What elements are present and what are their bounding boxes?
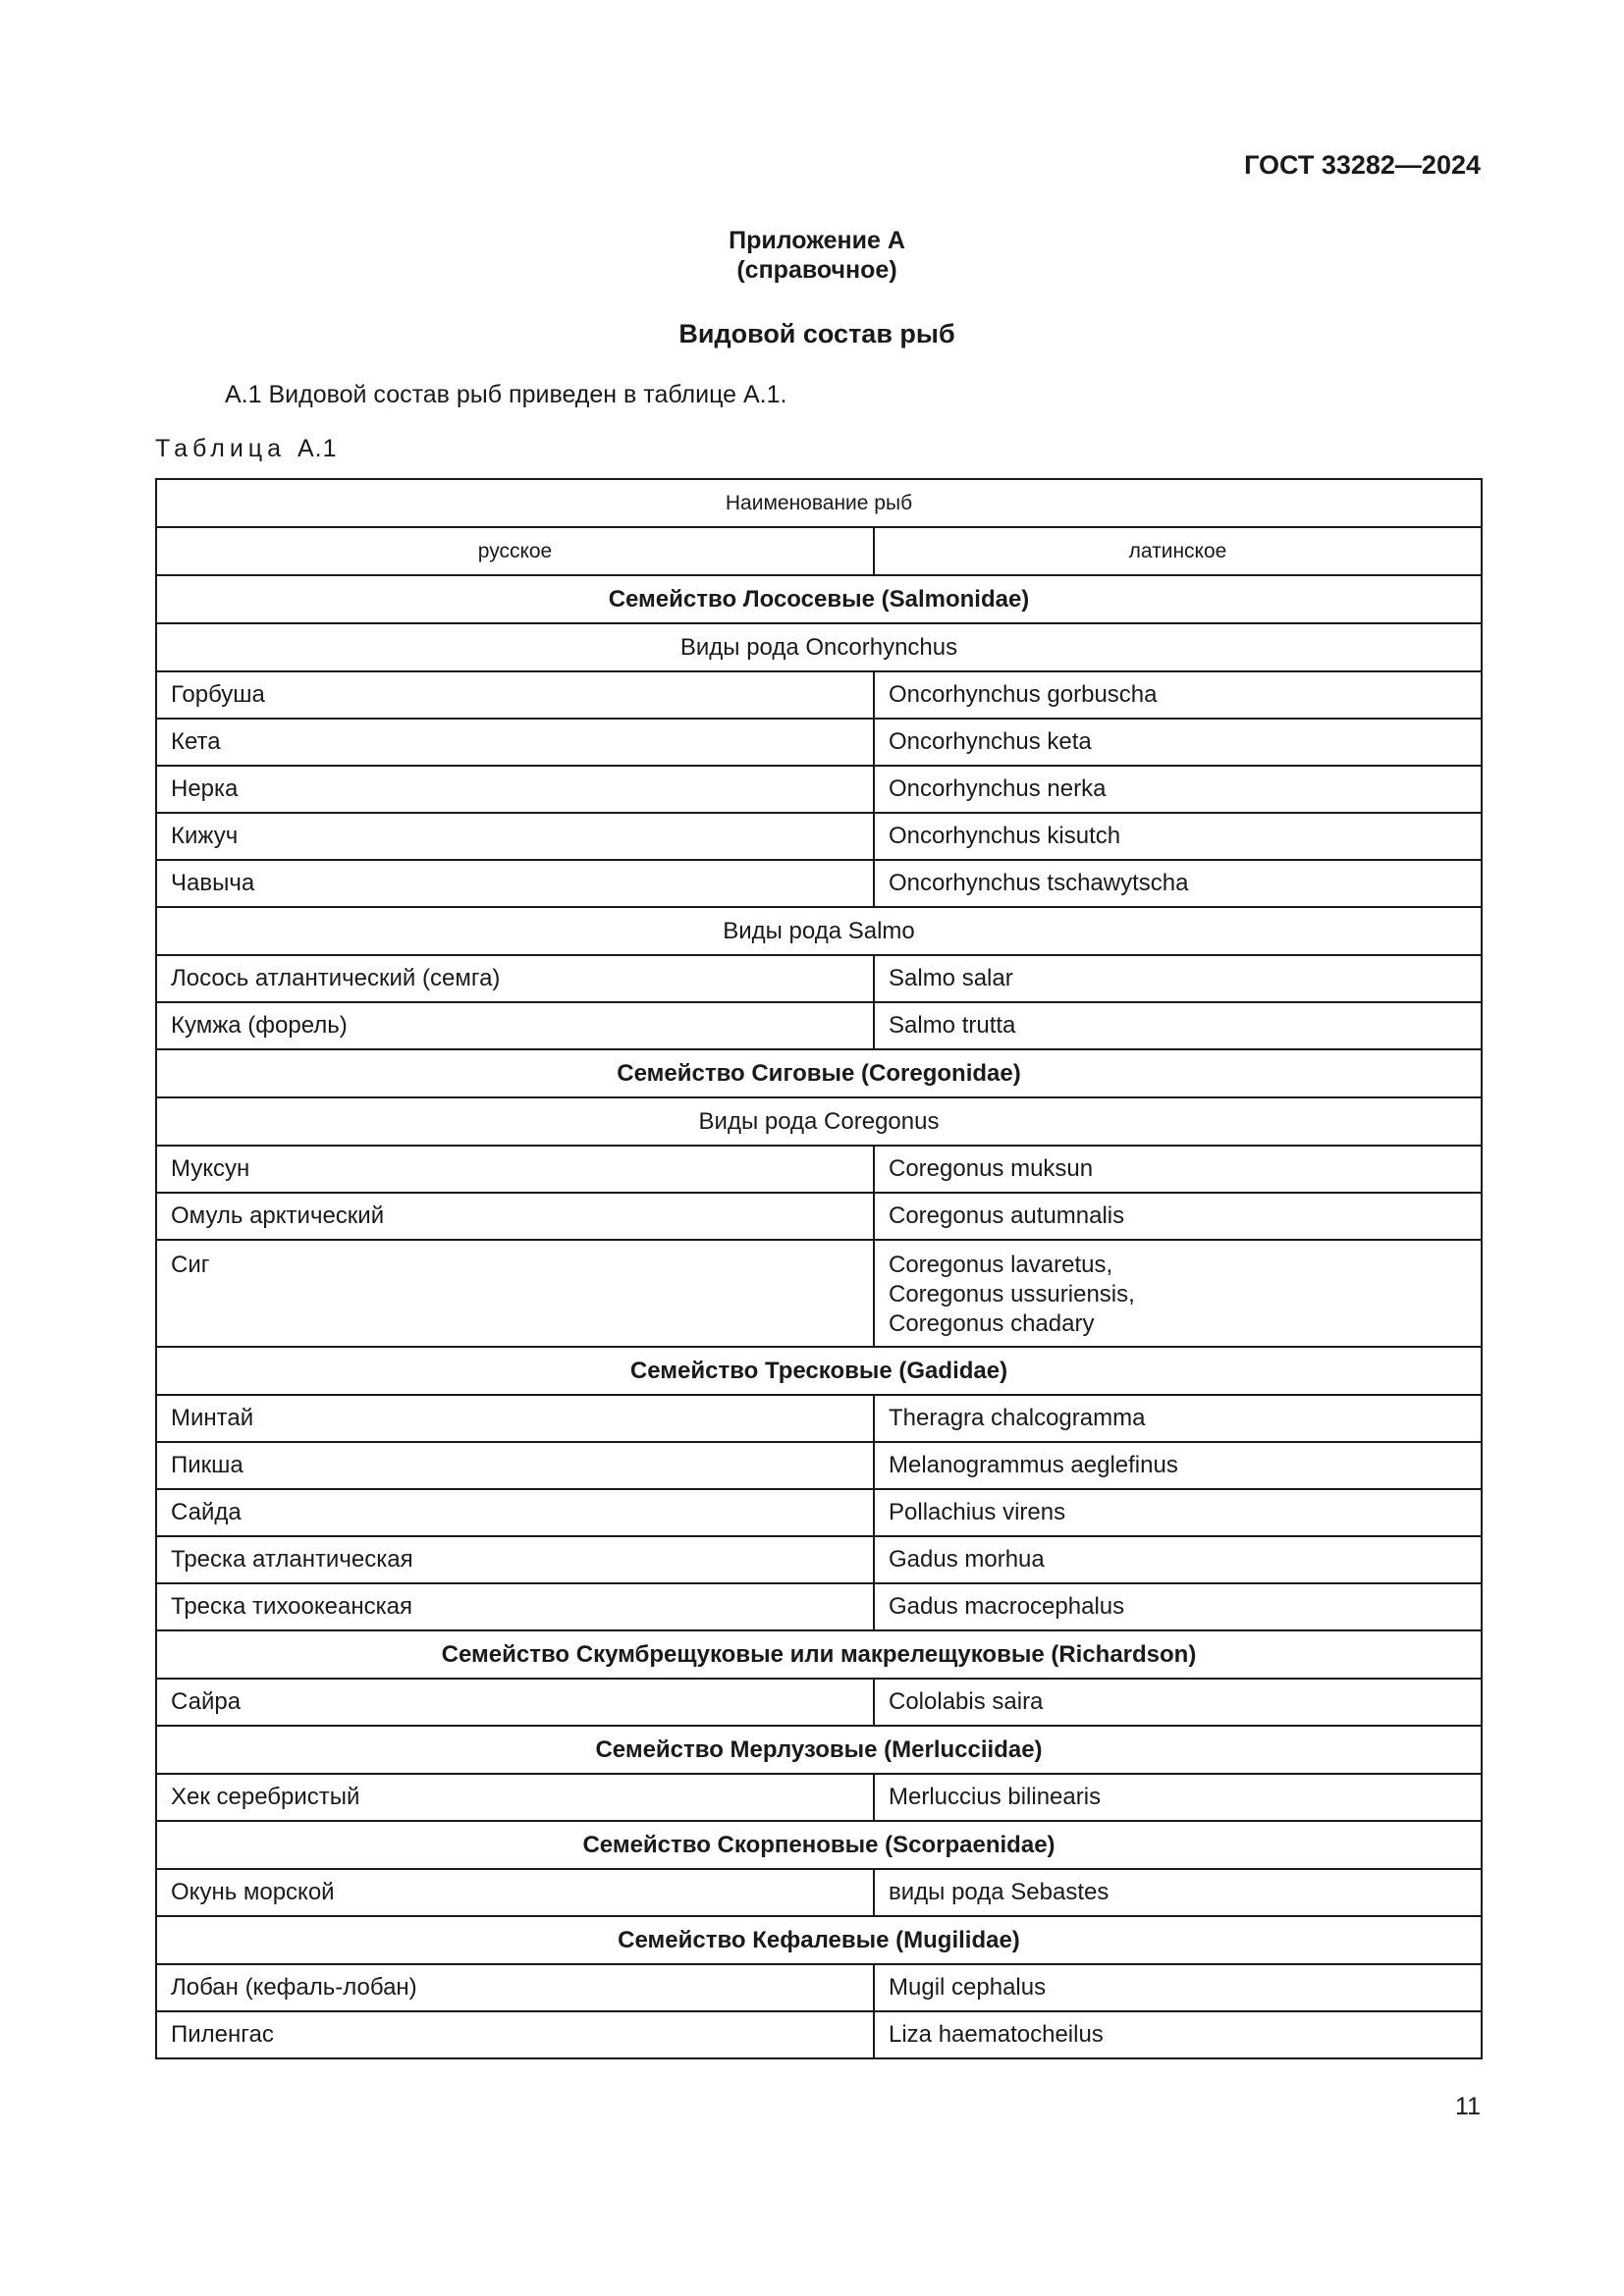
species-name-russian: Сайда (156, 1489, 874, 1536)
species-name-russian: Пиленгас (156, 2011, 874, 2058)
intro-paragraph: А.1 Видовой состав рыб приведен в таблице А.1. (225, 381, 787, 408)
species-name-russian: Минтай (156, 1395, 874, 1442)
species-name-latin: Theragra chalcogramma (874, 1395, 1482, 1442)
genus-name: Виды рода Oncorhynchus (156, 623, 1482, 671)
species-name-russian: Кижуч (156, 813, 874, 860)
genus-name: Виды рода Salmo (156, 907, 1482, 955)
species-name-russian: Сиг (156, 1240, 874, 1347)
species-name-latin: Oncorhynchus keta (874, 719, 1482, 766)
table-row (156, 1240, 1482, 1347)
table-row (156, 2011, 1482, 2058)
species-name-russian: Лосось атлантический (семга) (156, 955, 874, 1002)
species-name-latin: Salmo salar (874, 955, 1482, 1002)
family-row (156, 575, 1482, 623)
species-name-russian: Треска тихоокеанская (156, 1583, 874, 1630)
species-name-russian: Омуль арктический (156, 1193, 874, 1240)
family-name: Семейство Скорпеновые (Scorpaenidae) (156, 1821, 1482, 1869)
table-body (156, 575, 1482, 2058)
species-name-latin: Oncorhynchus tschawytscha (874, 860, 1482, 907)
species-name-latin (874, 1240, 1482, 1347)
table-row (156, 1536, 1482, 1583)
family-row (156, 1726, 1482, 1774)
table-caption (155, 435, 338, 463)
species-name-latin: Coregonus muksun (874, 1146, 1482, 1193)
species-name-latin-line: Coregonus lavaretus, (889, 1252, 1113, 1278)
table-row (156, 1146, 1482, 1193)
table-row (156, 1679, 1482, 1726)
appendix-title: Приложение А (729, 227, 905, 254)
species-name-latin-line: Coregonus ussuriensis, (889, 1281, 1135, 1308)
family-row (156, 1347, 1482, 1395)
species-name-latin: Melanogrammus aeglefinus (874, 1442, 1482, 1489)
species-name-latin: Liza haematocheilus (874, 2011, 1482, 2058)
column-header-russian: русское (156, 527, 874, 575)
species-name-latin: Pollachius virens (874, 1489, 1482, 1536)
section-title: Видовой состав рыб (678, 319, 955, 348)
species-name-latin: Merluccius bilinearis (874, 1774, 1482, 1821)
table-row (156, 860, 1482, 907)
species-name-latin: Oncorhynchus kisutch (874, 813, 1482, 860)
family-name: Семейство Кефалевые (Mugilidae) (156, 1916, 1482, 1964)
table-row (156, 955, 1482, 1002)
table-row (156, 1774, 1482, 1821)
species-name-russian: Пикша (156, 1442, 874, 1489)
species-name-russian: Кета (156, 719, 874, 766)
species-name-latin: Oncorhynchus gorbuscha (874, 671, 1482, 719)
species-name-latin: Gadus morhua (874, 1536, 1482, 1583)
family-name: Семейство Сиговые (Coregonidae) (156, 1049, 1482, 1097)
family-row (156, 1916, 1482, 1964)
family-name: Семейство Скумбрещуковые или макрелещуковые (Richardson) (156, 1630, 1482, 1679)
species-name-russian: Треска атлантическая (156, 1536, 874, 1583)
species-name-latin-line: Coregonus chadary (889, 1310, 1095, 1337)
table-row (156, 1442, 1482, 1489)
column-header-latin: латинское (874, 527, 1482, 575)
appendix-heading (0, 226, 1624, 285)
family-name: Семейство Тресковые (Gadidae) (156, 1347, 1482, 1395)
table-caption-number: А.1 (297, 435, 338, 462)
species-name-russian: Горбуша (156, 671, 874, 719)
table-row (156, 1869, 1482, 1916)
table-row (156, 1193, 1482, 1240)
table-row (156, 1964, 1482, 2011)
table-row (156, 1583, 1482, 1630)
species-name-russian: Сайра (156, 1679, 874, 1726)
genus-name: Виды рода Coregonus (156, 1097, 1482, 1146)
table-row (156, 719, 1482, 766)
species-name-latin: Oncorhynchus nerka (874, 766, 1482, 813)
standard-code: ГОСТ 33282—2024 (1244, 150, 1481, 180)
species-name-russian: Чавыча (156, 860, 874, 907)
table-row (156, 813, 1482, 860)
table-row (156, 766, 1482, 813)
species-name-russian: Окунь морской (156, 1869, 874, 1916)
family-row (156, 1821, 1482, 1869)
family-row (156, 1630, 1482, 1679)
table-row (156, 1489, 1482, 1536)
species-name-latin: Gadus macrocephalus (874, 1583, 1482, 1630)
table-caption-label: Таблица (155, 435, 287, 462)
family-row (156, 1049, 1482, 1097)
page-number: 11 (1455, 2093, 1481, 2120)
species-name-latin: Salmo trutta (874, 1002, 1482, 1049)
table-header-names: Наименование рыб (156, 479, 1482, 527)
family-name: Семейство Мерлузовые (Merlucciidae) (156, 1726, 1482, 1774)
species-name-latin: виды рода Sebastes (874, 1869, 1482, 1916)
family-name: Семейство Лососевые (Salmonidae) (156, 575, 1482, 623)
species-name-russian: Хек серебристый (156, 1774, 874, 1821)
table-row (156, 671, 1482, 719)
table-row (156, 1002, 1482, 1049)
species-name-russian: Кумжа (форель) (156, 1002, 874, 1049)
table-row (156, 1395, 1482, 1442)
genus-row (156, 907, 1482, 955)
genus-row (156, 1097, 1482, 1146)
species-name-russian: Муксун (156, 1146, 874, 1193)
species-name-latin: Coregonus autumnalis (874, 1193, 1482, 1240)
species-name-russian: Лобан (кефаль-лобан) (156, 1964, 874, 2011)
genus-row (156, 623, 1482, 671)
species-name-russian: Нерка (156, 766, 874, 813)
species-name-latin: Cololabis saira (874, 1679, 1482, 1726)
appendix-subtitle: (справочное) (736, 256, 897, 284)
species-name-latin: Mugil cephalus (874, 1964, 1482, 2011)
fish-species-table (155, 478, 1483, 2059)
